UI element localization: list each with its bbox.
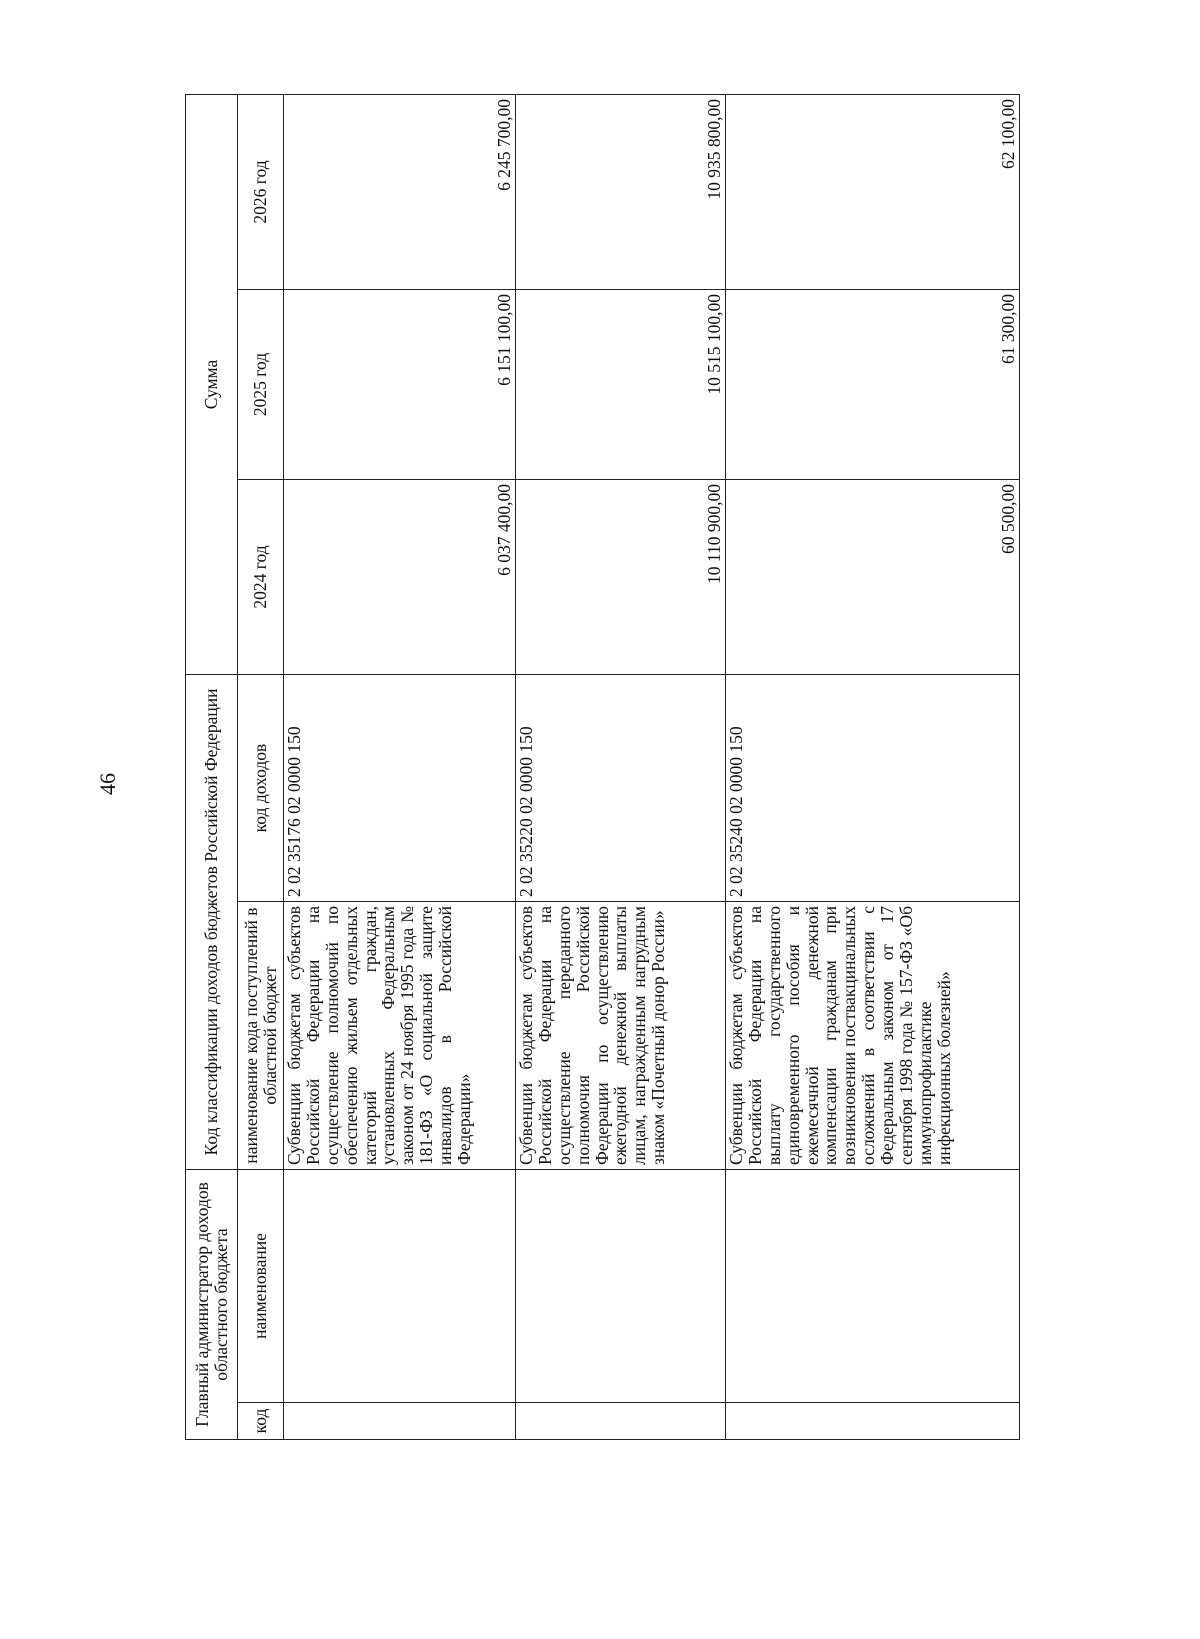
revenue-code-cell: 2 02 35176 02 0000 150 [284,675,516,902]
admin-code-cell [284,1403,516,1440]
header-year-2025: 2025 год [238,290,284,480]
revenue-code-cell: 2 02 35240 02 0000 150 [726,675,1020,902]
admin-code-cell [516,1403,726,1440]
header-code: код [238,1403,284,1440]
header-kbk-group: Код классификации доходов бюджетов Российской Федерации [186,675,238,1170]
revenue-code-cell: 2 02 35220 02 0000 150 [516,675,726,902]
amount-2026-cell: 10 935 800,00 [516,94,726,289]
table-row [516,94,726,1439]
amount-2025-cell: 6 151 100,00 [284,290,516,480]
description-cell: Субвенции бюджетам субъектов Российской Федерации на осуществление переданного полномочия Российской Федерации по осуществлению ежегодной денежной выплаты лицам, награжденным нагрудным знаком «Почетный донор России» [516,902,726,1170]
amount-2026-cell: 6 245 700,00 [284,94,516,289]
description-cell: Субвенции бюджетам субъектов Российской Федерации на осуществление полномочий по обеспечению жильем отдельных категорий граждан, установленных Федеральным законом от 24 ноября 1995 года № 181-ФЗ «О социальной защите инвалидов в Российской Федерации» [284,902,516,1170]
admin-name-cell [726,1170,1020,1403]
header-sum-group: Сумма [186,94,238,674]
header-name: наименование [238,1170,284,1403]
rotated-table-wrapper [185,95,1070,1440]
header-year-2026: 2026 год [238,94,284,289]
amount-2025-cell: 61 300,00 [726,290,1020,480]
header-year-2024: 2024 год [238,480,284,675]
table-row [726,94,1020,1439]
amount-2024-cell: 60 500,00 [726,480,1020,675]
page-number: 46 [95,773,120,795]
header-admin-group: Главный администратор доходов областного бюджета [186,1170,238,1440]
description-cell: Субвенции бюджетам субъектов Российской Федерации на выплату государственного единовременного пособия и ежемесячной денежной компенсации гражданам при возникновении поствакцинальных осложнений в соответствии с Федеральным законом от 17 сентября 1998 года № 157-ФЗ «Об иммунопрофилактике инфекционных болезней» [726,902,1020,1170]
budget-table [185,94,1020,1440]
amount-2026-cell: 62 100,00 [726,94,1020,289]
admin-name-cell [284,1170,516,1403]
amount-2025-cell: 10 515 100,00 [516,290,726,480]
amount-2024-cell: 6 037 400,00 [284,480,516,675]
admin-code-cell [726,1403,1020,1440]
amount-2024-cell: 10 110 900,00 [516,480,726,675]
table-row [284,94,516,1439]
admin-name-cell [516,1170,726,1403]
header-revenue-code: код доходов [238,675,284,902]
header-revenue-name: наименование кода поступлений в областной бюджет [238,902,284,1170]
